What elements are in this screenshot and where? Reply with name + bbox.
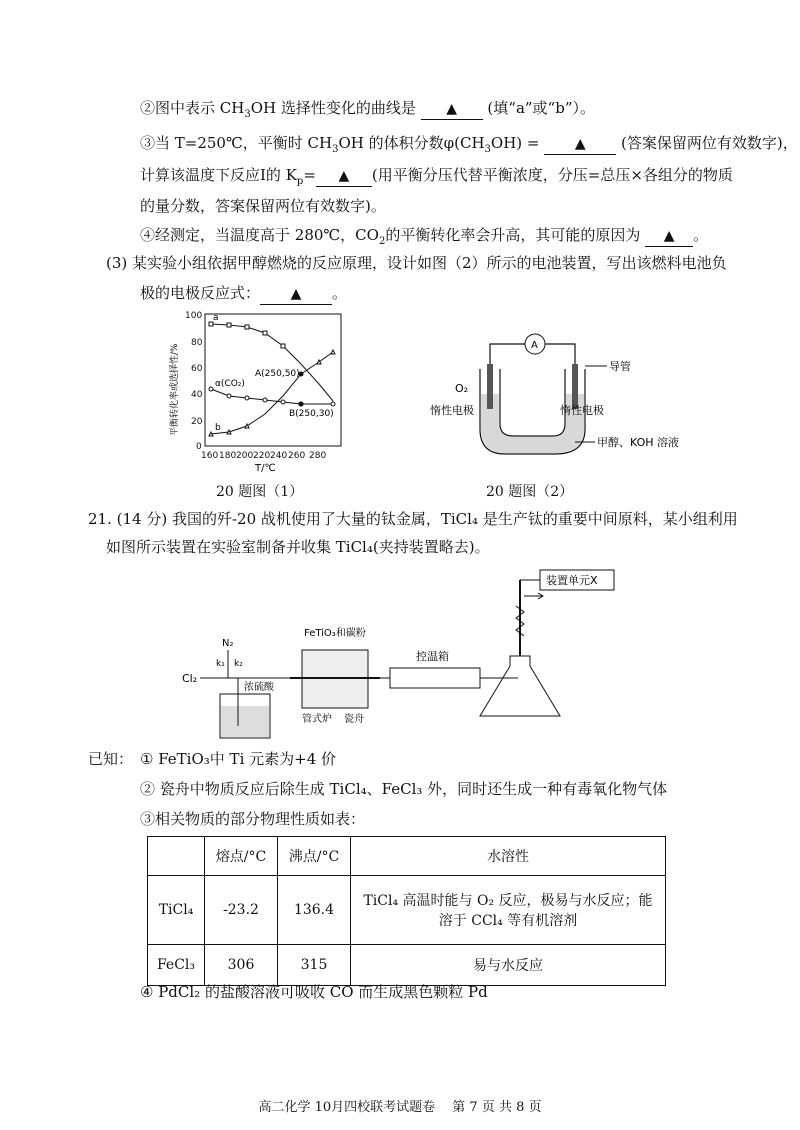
fig2-caption: 20 题图（2）	[486, 484, 574, 500]
y-tick-0: 0	[196, 442, 202, 452]
x-tick-260: 260	[288, 451, 306, 461]
left-electrode	[487, 364, 493, 409]
y-tick-100: 100	[185, 311, 203, 321]
a-point	[245, 325, 249, 329]
fig2-battery	[425, 324, 680, 474]
fig1-caption: 20 题图（1）	[216, 484, 304, 500]
answer-blank[interactable]	[421, 98, 483, 120]
answer-blank[interactable]	[544, 133, 616, 155]
fig2-label-o2: O₂	[455, 382, 469, 395]
table-header-cell: 熔点/°C	[205, 837, 278, 876]
q20-sub4-text: ④经测定，当温度高于 280℃，CO	[140, 226, 379, 244]
alpha-point	[281, 400, 285, 404]
a-point	[227, 323, 231, 327]
table-row	[148, 876, 666, 945]
label-unit-x: 装置单元X	[546, 574, 598, 587]
fig2-label-tube: 导管	[609, 360, 631, 373]
temp-box	[390, 668, 480, 688]
known-item-4: ④ PdCl₂ 的盐酸溶液可吸收 CO 而生成黑色颗粒 Pd	[140, 983, 488, 1001]
point-B	[299, 402, 304, 407]
blank-marker: ▲	[290, 286, 302, 302]
q20-sub3-line2: 计算该温度下反应I的 $K_p=$ ▲ (用平衡分压代替平衡浓度，分压=总压×各组分的物质	[140, 166, 733, 187]
fig1-label-alpha: α(CO₂)	[215, 379, 245, 389]
b-point	[331, 350, 335, 354]
right-electrode	[572, 364, 578, 409]
q20-part3-line2: 极的电极反应式： ▲ 。	[140, 283, 347, 305]
blank-marker: ▲	[574, 136, 586, 152]
table-cell: FeCl₃	[148, 945, 205, 986]
table-cell: -23.2	[205, 876, 278, 945]
q20-sub3-text: ③当 T=250℃，平衡时 CH	[140, 134, 333, 152]
label-k1: k₁	[216, 659, 225, 669]
q21-intro-line1: 21. (14 分) 我国的歼-20 战机使用了大量的钛金属，TiCl₄ 是生产钛的重要中间原料，某小组利用	[88, 510, 738, 528]
q20-sub3: ③当 T=250℃，平衡时 $CH_3OH$ 的体积分数$\varphi(CH_3OH)$ = ▲ (答案保留两位有效数字)，	[140, 134, 798, 155]
fig1-label-b: b	[215, 423, 221, 433]
fig1-curve-b	[211, 352, 333, 434]
q21-intro-line2: 如图所示装置在实验室制备并收集 TiCl₄(夹持装置略去)。	[106, 538, 490, 556]
label-boat: 瓷舟	[344, 714, 364, 725]
electrolyte	[481, 394, 584, 453]
q20-sub3-mid: OH 的体积分数φ(CH	[338, 134, 485, 152]
q20-sub3-line3: 的量分数，答案保留两位有效数字)。	[140, 197, 386, 215]
fig1-curve-alpha-points	[209, 387, 335, 406]
table-header-row	[148, 837, 666, 876]
label-cl2: Cl₂	[182, 672, 198, 685]
label-reagent: FeTiO₃和碳粉	[304, 628, 366, 639]
table-row	[148, 945, 666, 986]
q20-sub3-suffix: (答案保留两位有效数字)，	[621, 134, 798, 152]
blank-marker: ▲	[446, 101, 458, 117]
table-header-cell	[148, 837, 205, 876]
a-point	[281, 344, 285, 348]
q20-sub3-mid2: OH) =	[490, 134, 540, 152]
alpha-point	[245, 396, 249, 400]
fig1-label-B: B(250,30)	[289, 409, 334, 419]
q20-sub2: ②图中表示 $CH_3OH$ 选择性变化的曲线是 ▲ (填“a”或“b”）。	[140, 99, 595, 120]
blank-marker: ▲	[338, 168, 350, 184]
blank-marker: ▲	[663, 228, 675, 244]
table-cell: 315	[278, 945, 351, 986]
x-tick-240: 240	[270, 451, 288, 461]
answer-blank[interactable]	[260, 283, 332, 305]
fig1-label-A: A(250,50)	[255, 369, 300, 379]
table-cell	[351, 876, 666, 945]
table-header-cell: 沸点/°C	[278, 837, 351, 876]
answer-blank[interactable]	[645, 225, 693, 247]
fig1-label-a: a	[213, 313, 219, 323]
b-point	[209, 432, 213, 436]
fig1-curve-b-points	[209, 350, 335, 436]
label-n2: N₂	[222, 638, 234, 649]
table-cell-line: 溶于 CCl₄ 等有机溶剂	[438, 913, 578, 929]
label-acid: 浓硫酸	[244, 682, 274, 693]
u-tube-inner	[500, 369, 565, 436]
a-point	[263, 331, 267, 335]
answer-blank[interactable]	[316, 165, 372, 187]
known-label: 已知：	[88, 750, 134, 768]
y-tick-40: 40	[191, 390, 203, 400]
conical-flask	[480, 656, 560, 716]
table-cell-line: TiCl₄ 高温时能与 O₂ 反应，极易与水反应；能	[363, 893, 653, 909]
alpha-point	[263, 398, 267, 402]
alpha-point	[331, 402, 335, 406]
fig1-curve-a-points	[209, 322, 285, 348]
known-item-1: ① FeTiO₃中 Ti 元素为+4 价	[140, 750, 337, 768]
q20-part3-line2-text: 极的电极反应式：	[140, 284, 261, 302]
q21-apparatus	[180, 566, 620, 740]
properties-table	[147, 836, 666, 986]
fig1-chart	[165, 306, 355, 476]
page-footer: 高二化学 10月四校联考试题卷 第 7 页 共 8 页	[258, 1100, 542, 1115]
label-temp-box: 控温箱	[416, 650, 449, 663]
table-header-cell: 水溶性	[351, 837, 666, 876]
known-item-3: ③相关物质的部分物理性质如表：	[140, 810, 366, 828]
fig2-meter-label: A	[531, 340, 538, 351]
fig1-ylabel: 平衡转化率或选择性/%	[170, 343, 180, 436]
known-item-2: ② 瓷舟中物质反应后除生成 TiCl₄、FeCl₃ 外，同时还生成一种有毒氧化物气体	[140, 780, 668, 798]
table-cell: 136.4	[278, 876, 351, 945]
table-cell: 306	[205, 945, 278, 986]
q20-sub2-suffix: (填“a”或“b”）。	[487, 99, 595, 117]
q20-sub3-line2-text: 计算该温度下反应I的 K	[140, 166, 297, 184]
q20-sub4: ④经测定，当温度高于 280℃，$CO_2$的平衡转化率会升高，其可能的原因为 ▲ 。	[140, 226, 709, 247]
fig2-label-right-electrode: 惰性电极	[560, 404, 604, 417]
y-tick-60: 60	[191, 364, 203, 374]
label-furnace: 管式炉	[302, 714, 332, 725]
x-tick-280: 280	[309, 451, 327, 461]
label-k2: k₂	[234, 659, 243, 669]
q20-sub3-line2-suffix: (用平衡分压代替平衡浓度，分压=总压×各组分的物质	[371, 166, 733, 184]
alpha-point	[227, 394, 231, 398]
q20-part3-line1: (3) 某实验小组依据甲醇燃烧的反应原理，设计如图（2）所示的电池装置，写出该燃料电池负	[106, 254, 727, 272]
y-tick-80: 80	[191, 338, 203, 348]
fig1-y-ticks	[185, 311, 203, 452]
fig1-curve-a	[211, 324, 333, 401]
fig1-x-ticks	[201, 451, 326, 461]
acid-liquid	[221, 706, 269, 737]
fig2-label-solution: 甲醇、KOH 溶液	[597, 436, 680, 449]
table-cell: TiCl₄	[148, 876, 205, 945]
q20-sub2-mid: OH 选择性变化的曲线是	[250, 99, 416, 117]
table-cell: 易与水反应	[351, 945, 666, 986]
fig1-xlabel: T/℃	[255, 463, 276, 474]
x-tick-180: 180	[219, 451, 237, 461]
q20-sub4-suffix: 的平衡转化率会升高，其可能的原因为	[385, 226, 641, 244]
q20-sub2-text: ②图中表示 CH	[140, 99, 245, 117]
alpha-point	[209, 387, 213, 391]
y-tick-20: 20	[191, 417, 203, 427]
x-tick-220: 220	[253, 451, 271, 461]
x-tick-200: 200	[236, 451, 254, 461]
x-tick-160: 160	[201, 451, 219, 461]
fig2-label-left-electrode: 惰性电极	[430, 404, 474, 417]
b-point	[227, 430, 231, 434]
